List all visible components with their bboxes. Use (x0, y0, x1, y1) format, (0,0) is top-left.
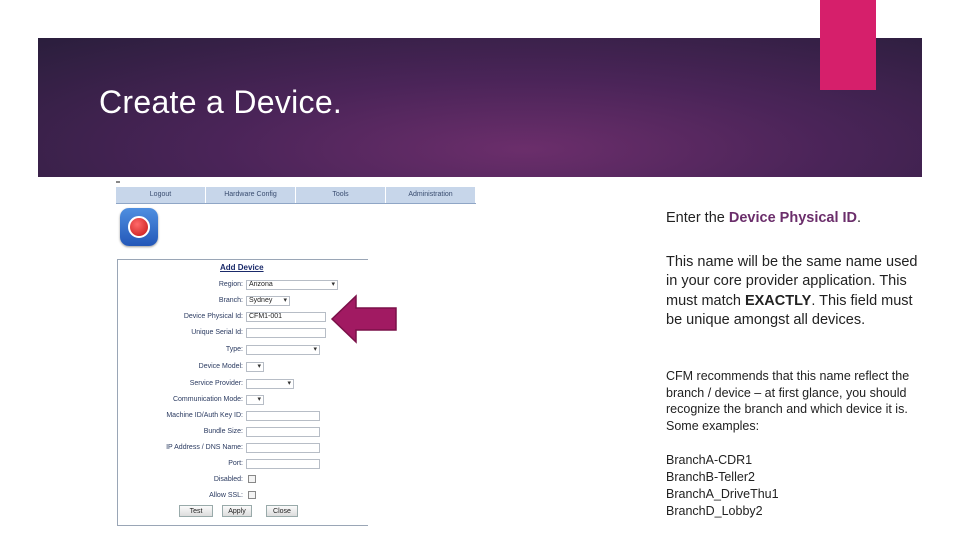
example-item: BranchA_DriveThu1 (666, 487, 779, 501)
field-label-bundle-size: Bundle Size: (203, 428, 243, 435)
field-label-ip-address: IP Address / DNS Name: (166, 444, 243, 451)
machine-id-input[interactable] (246, 411, 320, 421)
disabled-checkbox[interactable] (248, 475, 256, 483)
service-provider-select[interactable] (246, 379, 294, 389)
app-logo-icon (120, 208, 158, 246)
accent-bar (820, 0, 876, 90)
port-input[interactable] (246, 459, 320, 469)
test-button[interactable]: Test (179, 505, 213, 517)
communication-mode-select[interactable] (246, 395, 264, 405)
device-physical-id-input[interactable]: CFM1-001 (246, 312, 326, 322)
example-item: BranchD_Lobby2 (666, 504, 763, 518)
form-heading: Add Device (220, 263, 264, 272)
unique-serial-id-input[interactable] (246, 328, 326, 338)
bundle-size-input[interactable] (246, 427, 320, 437)
ip-address-input[interactable] (246, 443, 320, 453)
exactly-emphasis: EXACTLY (744, 292, 812, 309)
examples-list (666, 452, 779, 520)
field-label-disabled: Disabled: (213, 476, 243, 483)
device-physical-id-highlight: Device Physical ID (728, 210, 858, 226)
pointer-arrow-icon (330, 294, 400, 344)
field-label-branch: Branch: (218, 297, 243, 304)
screenshot-marker (116, 181, 120, 183)
field-label-port: Port: (228, 460, 243, 467)
field-label-communication-mode: Communication Mode: (172, 396, 243, 403)
app-nav-bar (116, 187, 476, 204)
slide-title: Create a Device. (99, 84, 343, 120)
region-select[interactable]: Arizona ▾ (246, 280, 338, 290)
field-label-service-provider: Service Provider: (189, 380, 243, 387)
field-label-machine-id: Machine ID/Auth Key ID: (166, 412, 243, 419)
field-label-region: Region: (218, 281, 243, 288)
close-button[interactable]: Close (266, 505, 298, 517)
field-label-device-physical-id: Device Physical Id: (183, 313, 243, 320)
recommendation-paragraph: CFM recommends that this name reflect the branch / device – at first glance, you should recognize the branch and which device it is. Some examples: (666, 369, 910, 433)
apply-button[interactable]: Apply (222, 505, 252, 517)
nav-tools[interactable]: Tools (296, 187, 386, 203)
description-paragraph: This name will be the same name used in your core provider application. This must match EXACTLY. This field must be unique amongst all devices. (666, 254, 918, 329)
nav-hardware-config[interactable]: Hardware Config (206, 187, 296, 203)
example-item: BranchB-Teller2 (666, 470, 755, 484)
intro-text: Enter the Device Physical ID. (666, 210, 862, 226)
allow-ssl-checkbox[interactable] (248, 491, 256, 499)
field-label-type: Type: (225, 346, 243, 353)
nav-logout[interactable]: Logout (116, 187, 206, 203)
nav-administration[interactable]: Administration (386, 187, 476, 203)
field-label-unique-serial-id: Unique Serial Id: (191, 329, 243, 336)
branch-select[interactable]: Sydney ▾ (246, 296, 290, 306)
field-label-allow-ssl: Allow SSL: (209, 492, 243, 499)
device-model-select[interactable] (246, 362, 264, 372)
type-select[interactable] (246, 345, 320, 355)
example-item: BranchA-CDR1 (666, 453, 753, 467)
field-label-device-model: Device Model: (198, 363, 243, 370)
